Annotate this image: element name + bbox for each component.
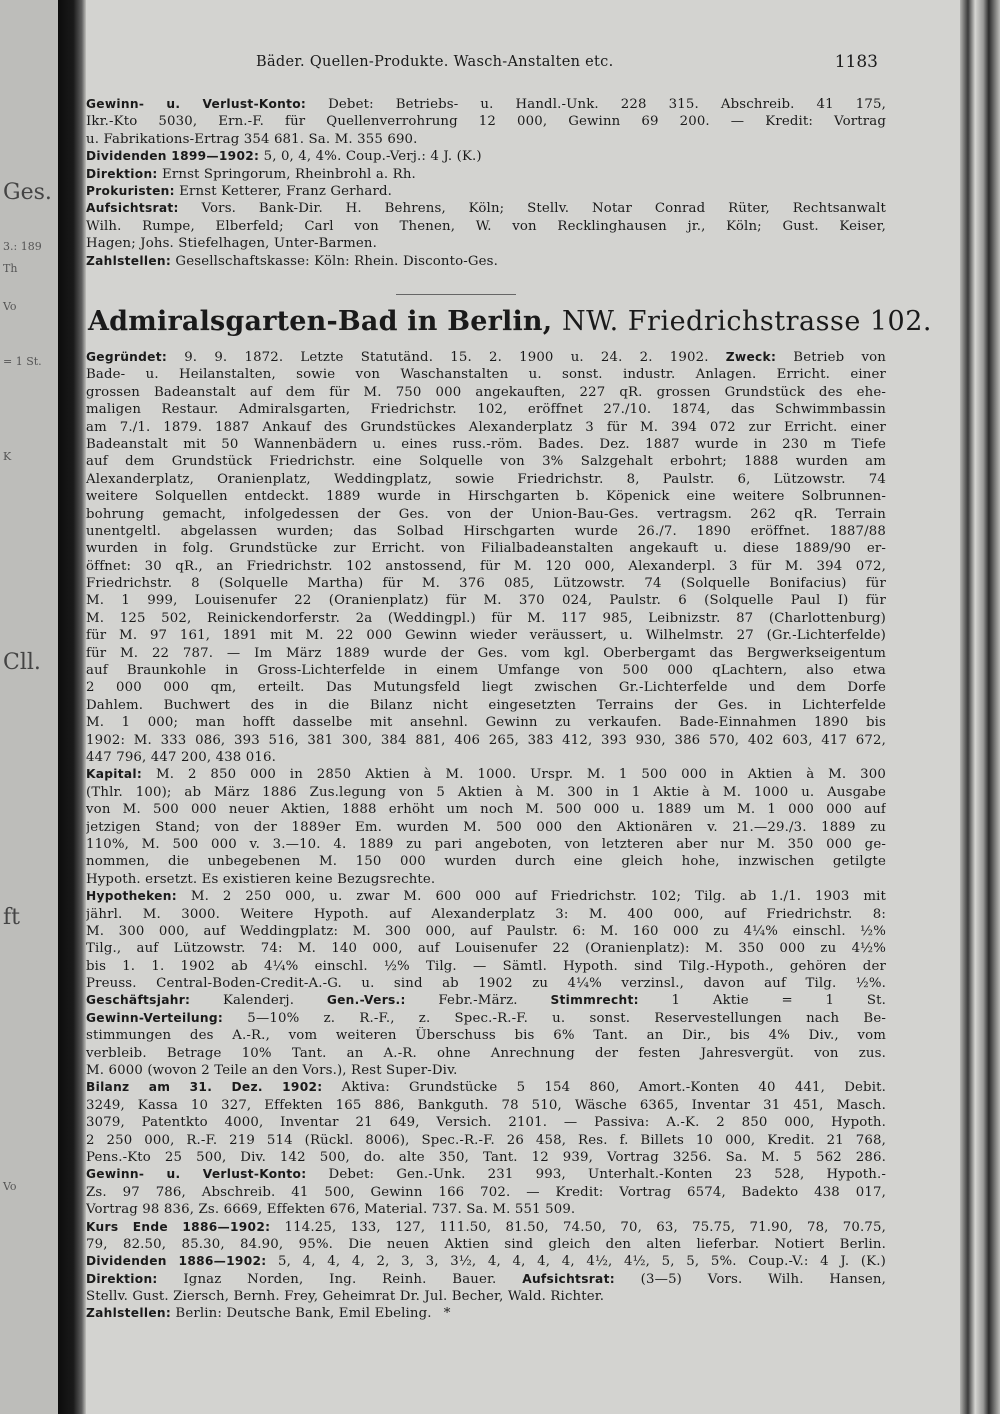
field-label: Gen.-Vers.: [326, 993, 406, 1008]
field-label: Gewinn- u. Verlust-Konto: [86, 1167, 307, 1182]
right-page-edge-shadow [960, 0, 1000, 1414]
text-line [86, 1271, 886, 1288]
field-text: weitere Solquellen entdeckt. 1889 wurde in Hirschgarten b. Köpenick eine weitere Solbrunnen- [86, 489, 886, 505]
field-text: Zs. 97 786, Abschreib. 41 500, Gewinn 166 702. — Kredit: Vortrag 6574, Badekto 438 017, [86, 1184, 886, 1200]
running-head [86, 52, 960, 78]
text-line [86, 1219, 886, 1236]
text-line [86, 766, 886, 783]
field-text: von M. 500 000 neuer Aktien, 1888 erhöht um noch M. 500 000 u. 1889 um M. 1 000 000 auf [86, 802, 886, 818]
field-text: jetzigen Stand; von der 1889er Em. wurden M. 500 000 den Aktionären v. 21.—29./3. 1889 zu [86, 819, 886, 835]
text-line [86, 1305, 886, 1322]
field-text: öffnet: 30 qR., an Friedrichstr. 102 anstossend, für M. 120 000, Alexanderpl. 3 für M. 394 072, [86, 558, 886, 574]
text-line [86, 801, 886, 818]
text-line [86, 148, 886, 165]
text-line [86, 131, 886, 148]
text-line [86, 401, 886, 418]
text-line [86, 575, 886, 592]
field-text: Tilg., auf Lützowstr. 74: M. 140 000, auf Louisenufer 22 (Oranienplatz): M. 350 000 zu 4½% [86, 941, 886, 957]
text-line [86, 836, 886, 853]
margin-fragment: Vo [3, 300, 17, 313]
text-line [86, 366, 886, 383]
text-line [86, 871, 886, 888]
text-line [86, 488, 886, 505]
text-line [86, 853, 886, 870]
previous-company-entry [86, 96, 886, 270]
text-line [86, 1288, 886, 1305]
field-text: Hagen; Johs. Stiefelhagen, Unter-Barmen. [86, 236, 378, 252]
margin-fragment: Ges. [3, 180, 52, 205]
text-line [86, 113, 886, 130]
field-label: Dividenden 1886—1902: [86, 1254, 267, 1269]
text-line [86, 1184, 886, 1201]
field-text: 5, 4, 4, 4, 2, 3, 3, 3½, 4, 4, 4, 4, 4½, 4½, 5, 5, 5%. Coup.-V.: 4 J. (K.) [266, 1254, 886, 1270]
field-text: Debet: Betriebs- u. Handl.-Unk. 228 315. Abschreib. 41 175, [306, 97, 886, 112]
field-text: Ernst Ketterer, Franz Gerhard. [174, 183, 393, 199]
text-line [86, 200, 886, 217]
field-text: Gesellschaftskasse: Köln: Rhein. Disconto-Ges. [171, 253, 499, 269]
text-line [86, 992, 886, 1009]
text-line [86, 819, 886, 836]
field-text: Preuss. Central-Boden-Credit-A.-G. u. sind ab 1902 zu 4¼% verzinsl., davon auf Tilg. ½%. [86, 976, 886, 992]
field-text: stimmungen des A.-R., vom weiteren Überschuss bis 6% Tant. an Dir., bis 4% Div., vom [86, 1028, 886, 1044]
text-line [86, 506, 886, 523]
footnote-asterisk: * [443, 1306, 451, 1322]
text-line [86, 1236, 886, 1253]
field-label: Stimmrecht: [550, 993, 639, 1008]
field-text: M. 125 502, Reinickendorferstr. 2a (Weddingpl.) für M. 117 985, Leibnizstr. 87 (Charlottenburg) [86, 610, 886, 626]
field-text: M. 1 999, Louisenufer 22 (Oranienplatz) für M. 370 024, Paulstr. 6 (Solquelle Paul I) für [86, 593, 886, 609]
field-text: 5, 0, 4, 4%. Coup.-Verj.: 4 J. (K.) [259, 149, 482, 165]
text-line [86, 1201, 886, 1218]
field-text: 9. 9. 1872. Letzte Statutänd. 15. 2. 1900 u. 24. 2. 1902. [167, 350, 726, 365]
margin-fragment: Cll. [3, 650, 41, 675]
field-text: verbleib. Betrage 10% Tant. an A.-R. ohne Anrechnung der festen Jahresvergüt. von zus. [86, 1045, 886, 1061]
field-text: maligen Restaur. Admiralsgarten, Friedrichstr. 102, eröffnet 27./10. 1874, das Schwimmbassin [86, 402, 886, 418]
field-label: Kapital: [86, 767, 143, 782]
text-line [86, 1149, 886, 1166]
text-line [86, 784, 886, 801]
field-text: auf Braunkohle in Gross-Lichterfelde in einem Umfange von 500 000 qLachtern, also etwa [86, 663, 886, 679]
text-line [86, 471, 886, 488]
text-line [86, 1045, 886, 1062]
text-line [86, 183, 886, 200]
book-gutter-shadow [58, 0, 86, 1414]
field-text: 1902: M. 333 086, 393 516, 381 300, 384 881, 406 265, 383 412, 393 930, 386 570, 402 603, 417 672, [86, 732, 886, 748]
field-text: Pens.-Kto 25 500, Div. 142 500, do. alte 350, Tant. 12 939, Vortrag 3256. Sa. M. 5 562 286. [86, 1149, 886, 1165]
field-label: Gewinn- u. Verlust-Konto: [86, 97, 307, 111]
field-label: Geschäftsjahr: [86, 993, 191, 1008]
text-line [86, 436, 886, 453]
field-text: jährl. M. 3000. Weitere Hypoth. auf Alexanderplatz 3: M. 400 000, auf Friedrichstr. 8: [86, 906, 886, 922]
text-line [86, 975, 886, 992]
field-label: Bilanz am 31. Dez. 1902: [86, 1080, 323, 1095]
company-entry-body [86, 349, 886, 1323]
field-text: (Thlr. 100); ab März 1886 Zus.legung von 5 Aktien à M. 300 in 1 Aktie à M. 1000 u. Ausgabe [86, 784, 886, 800]
text-line [86, 166, 886, 183]
text-line [86, 888, 886, 905]
field-text: 3079, Patentkto 4000, Inventar 21 649, Versich. 2101. — Passiva: A.-K. 2 850 000, Hypoth. [86, 1115, 886, 1131]
field-text: nommen, die unbegebenen M. 150 000 wurden durch eine gleich hohe, inzwischen getilgte [86, 854, 886, 870]
margin-fragment: = 1 St. [3, 355, 42, 368]
field-label: Kurs Ende 1886—1902: [86, 1219, 271, 1234]
field-label: Zahlstellen: [86, 1306, 172, 1321]
text-line [86, 1097, 886, 1114]
text-line [86, 349, 886, 366]
page-number: 1183 [834, 52, 878, 72]
company-address: NW. Friedrichstrasse 102. [561, 306, 932, 337]
field-text: auf dem Grundstück Friedrichstr. eine Solquelle von 3% Salzgehalt erbohrt; 1888 wurden am [86, 454, 886, 470]
text-line [86, 1253, 886, 1270]
field-label: Gewinn-Verteilung: [86, 1010, 224, 1025]
text-line [86, 958, 886, 975]
field-text: Ernst Springorum, Rheinbrohl a. Rh. [157, 166, 416, 182]
text-line [86, 697, 886, 714]
field-text: Badeanstalt mit 50 Wannenbädern u. eines russ.-röm. Bades. Dez. 1887 wurde in 230 m Tiefe [86, 436, 886, 452]
field-text: Aktiva: Grundstücke 5 154 860, Amort.-Konten 40 441, Debit. [322, 1080, 886, 1096]
text-line [86, 610, 886, 627]
field-text: M. 6000 (wovon 2 Teile an den Vors.), Rest Super-Div. [86, 1063, 458, 1079]
field-text: (3—5) Vors. Wilh. Hansen, [614, 1271, 886, 1287]
text-line [86, 1166, 886, 1183]
field-text: 1 Aktie = 1 St. [638, 993, 886, 1009]
field-text: M. 300 000, auf Weddingplatz: M. 300 000, auf Paulstr. 6: M. 160 000 zu 4¼% einschl. ½% [86, 923, 886, 939]
page-1183 [86, 0, 960, 1414]
field-text: Ignaz Norden, Ing. Reinh. Bauer. [157, 1271, 523, 1287]
text-line [86, 453, 886, 470]
left-page-margin-strip [0, 0, 58, 1414]
field-text: 5—10% z. R.-F., z. Spec.-R.-F. u. sonst. Reservestellungen nach Be- [223, 1010, 886, 1026]
text-line [86, 235, 886, 252]
field-text: 3249, Kassa 10 327, Effekten 165 886, Bankguth. 78 510, Wäsche 6365, Inventar 31 451, Masch. [86, 1097, 886, 1113]
text-line [86, 592, 886, 609]
field-text: Kalenderj. [190, 993, 327, 1009]
margin-fragment: ft [3, 905, 20, 930]
field-text: 110%, M. 500 000 v. 3.—10. 4. 1889 zu pari angeboten, von letzteren aber nur M. 350 000 ge- [86, 836, 886, 852]
margin-fragment: Th [3, 262, 18, 275]
field-text: wurden in folg. Grundstücke zur Erricht. von Filialbadeanstalten angekauft u. diese 1889/90 er- [86, 541, 886, 557]
field-text: Wilh. Rumpe, Elberfeld; Carl von Thenen, W. von Recklinghausen jr., Köln; Gust. Keiser, [86, 218, 886, 234]
text-line [86, 1114, 886, 1131]
field-text: Alexanderplatz, Oranienplatz, Weddingplatz, sowie Friedrichstr. 8, Paulstr. 6, Lützowstr. 74 [86, 471, 886, 487]
text-line [86, 940, 886, 957]
text-line [86, 384, 886, 401]
field-label: Hypotheken: [86, 889, 177, 904]
text-line [86, 253, 886, 270]
field-text: Dahlem. Buchwert des in die Bilanz nicht eingesetzten Terrains der Ges. in Lichterfelde [86, 697, 886, 713]
field-text: Friedrichstr. 8 (Solquelle Martha) für M. 376 085, Lützowstr. 74 (Solquelle Bonifacius) für [86, 576, 886, 592]
text-line [86, 218, 886, 235]
field-label: Direktion: [86, 1271, 158, 1286]
field-text: für M. 97 161, 1891 mit M. 22 000 Gewinn wieder veräussert, u. Wilhelmstr. 27 (Gr.-Lichterfelde) [86, 628, 886, 644]
text-line [86, 558, 886, 575]
text-line [86, 1062, 886, 1079]
field-text: grossen Badeanstalt auf dem für M. 750 000 angekauften, 227 qR. grossen Grundstück des ehe- [86, 384, 886, 400]
field-text: bis 1. 1. 1902 ab 4¼% einschl. ½% Tilg. — Sämtl. Hypoth. sind Tilg.-Hypoth., gehören der [86, 958, 886, 974]
field-text: Betrieb von [776, 350, 886, 365]
text-line [86, 923, 886, 940]
text-line [86, 523, 886, 540]
field-label: Dividenden 1899—1902: [86, 149, 260, 164]
text-line [86, 627, 886, 644]
text-line [86, 662, 886, 679]
field-label: Prokuristen: [86, 183, 175, 198]
field-text: 114.25, 133, 127, 111.50, 81.50, 74.50, 70, 63, 75.75, 71.90, 78, 70.75, [270, 1219, 886, 1235]
text-line [86, 419, 886, 436]
field-text: 447 796, 447 200, 438 016. [86, 749, 276, 765]
field-text: Stellv. Gust. Ziersch, Bernh. Frey, Geheimrat Dr. Jul. Becher, Wald. Richter. [86, 1289, 605, 1305]
field-label: Direktion: [86, 166, 158, 181]
field-text: M. 2 850 000 in 2850 Aktien à M. 1000. Urspr. M. 1 500 000 in Aktien à M. 300 [142, 767, 886, 783]
field-text: Bade- u. Heilanstalten, sowie von Waschanstalten u. sonst. industr. Anlagen. Erricht. einer [86, 367, 886, 383]
field-text: Berlin: Deutsche Bank, Emil Ebeling. [171, 1306, 432, 1322]
text-line [86, 714, 886, 731]
field-label: Zahlstellen: [86, 253, 172, 268]
field-text: Vors. Bank-Dir. H. Behrens, Köln; Stellv. Notar Conrad Rüter, Rechtsanwalt [178, 201, 886, 217]
field-text: 2 250 000, R.-F. 219 514 (Rückl. 8006), Spec.-R.-F. 26 458, Res. f. Billets 10 000, Kredit. 21 768, [86, 1132, 886, 1148]
field-text: M. 1 000; man hofft dasselbe mit ansehnl. Gewinn zu verkaufen. Bade-Einnahmen 1890 bis [86, 715, 886, 731]
field-label: Gegründet: [86, 350, 168, 364]
text-line [86, 540, 886, 557]
margin-fragment: 3.: 189 [3, 240, 42, 253]
field-text: Vortrag 98 836, Zs. 6669, Effekten 676, Material. 737. Sa. M. 551 509. [86, 1202, 576, 1218]
text-line [86, 1010, 886, 1027]
text-line [86, 749, 886, 766]
margin-fragment: Vo [3, 1180, 17, 1193]
field-text: M. 2 250 000, u. zwar M. 600 000 auf Friedrichstr. 102; Tilg. ab 1./1. 1903 mit [176, 889, 886, 905]
field-text: für M. 22 787. — Im März 1889 wurde der Ges. vom kgl. Oberbergamt das Bergwerkseigentum [86, 645, 886, 661]
text-line [86, 906, 886, 923]
margin-fragment: K [3, 450, 12, 463]
field-label: Zweck: [725, 350, 777, 364]
company-name: Admiralsgarten-Bad in Berlin, [88, 306, 553, 337]
text-line [86, 1132, 886, 1149]
text-line [86, 679, 886, 696]
field-text: Febr.-März. [405, 993, 551, 1009]
field-text: 2 000 000 qm, erteilt. Das Mutungsfeld liegt zwischen Gr.-Lichterfelde und dem Dorfe [86, 680, 886, 696]
running-title: Bäder. Quellen-Produkte. Wasch-Anstalten etc. [256, 54, 614, 70]
field-text: u. Fabrikations-Ertrag 354 681. Sa. M. 355 690. [86, 131, 418, 147]
company-heading [88, 306, 932, 344]
text-line [86, 96, 886, 113]
field-text: am 7./1. 1879. 1887 Ankauf des Grundstückes Alexanderplatz 3 für M. 394 072 zur Erricht. einer [86, 419, 886, 435]
text-line [86, 732, 886, 749]
field-text: Hypoth. ersetzt. Es existieren keine Bezugsrechte. [86, 871, 436, 887]
field-text: Debet: Gen.-Unk. 231 993, Unterhalt.-Konten 23 528, Hypoth.- [306, 1167, 886, 1183]
field-text: 79, 82.50, 85.30, 84.90, 95%. Die neuen Aktien sind gleich den alten lieferbar. Notiert Berlin. [86, 1236, 886, 1252]
entry-separator-rule [396, 294, 516, 295]
text-line [86, 645, 886, 662]
field-text: unentgeltl. abgelassen wurden; das Solbad Hirschgarten wurde 26./7. 1890 eröffnet. 1887/88 [86, 523, 886, 539]
field-label: Aufsichtsrat: [86, 201, 179, 216]
field-text: bohrung gemacht, infolgedessen der Ges. von der Union-Bau-Ges. vertragsm. 262 qR. Terrain [86, 506, 886, 522]
field-label: Aufsichtsrat: [522, 1271, 615, 1286]
field-text: Ikr.-Kto 5030, Ern.-F. für Quellenverrohrung 12 000, Gewinn 69 200. — Kredit: Vortrag [86, 114, 886, 130]
text-line [86, 1027, 886, 1044]
text-line [86, 1079, 886, 1096]
